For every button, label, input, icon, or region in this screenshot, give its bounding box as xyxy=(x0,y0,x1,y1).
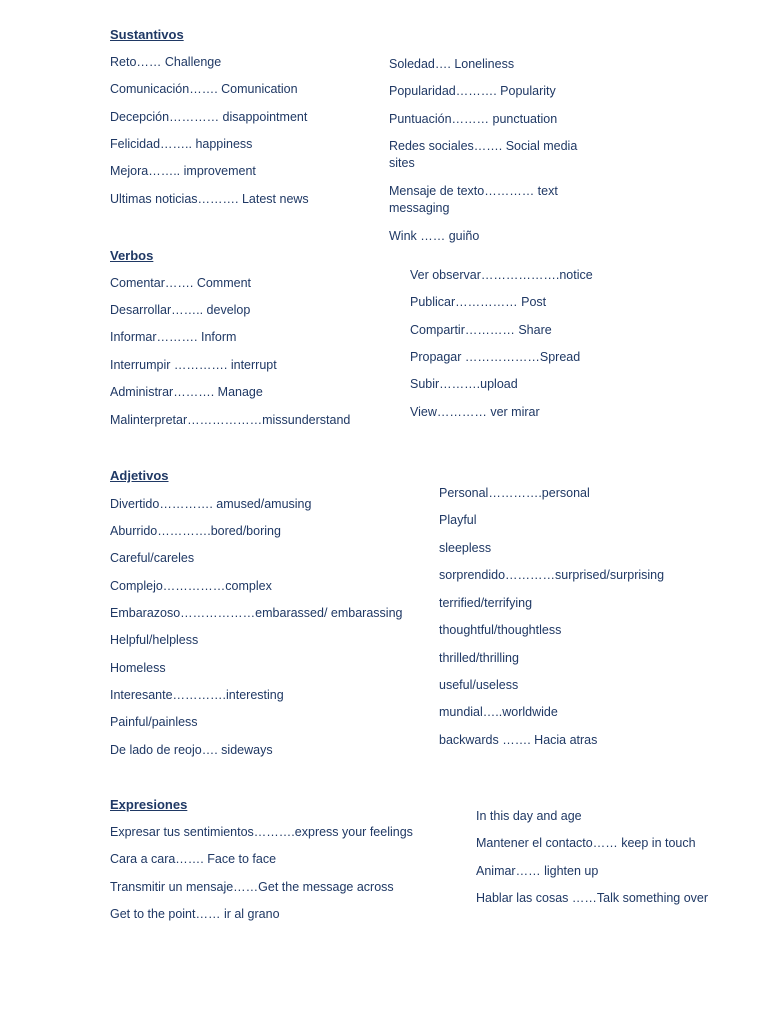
list-item: Felicidad…….. happiness xyxy=(110,137,253,151)
list-item: sleepless xyxy=(439,541,492,555)
list-item: Subir……….upload xyxy=(410,377,518,391)
list-item: Hablar las cosas ……Talk something over xyxy=(476,891,709,905)
list-item: Popularidad………. Popularity xyxy=(389,84,556,98)
list-item: Propagar ………………Spread xyxy=(410,350,581,364)
list-item: Redes sociales……. Social media sites xyxy=(389,139,578,170)
list-item: Mantener el contacto…… keep in touch xyxy=(476,836,696,850)
list-item: Administrar………. Manage xyxy=(110,385,263,399)
list-item: Painful/painless xyxy=(110,715,198,729)
list-item: Get to the point…… ir al grano xyxy=(110,907,280,921)
list-item: Reto…… Challenge xyxy=(110,55,222,69)
list-item: Soledad…. Loneliness xyxy=(389,57,515,71)
list-item: Wink …… guiño xyxy=(389,229,480,243)
list-item: In this day and age xyxy=(476,809,582,823)
list-item: Comentar……. Comment xyxy=(110,276,252,290)
list-item: thoughtful/thoughtless xyxy=(439,623,562,637)
list-item: Careful/careles xyxy=(110,551,195,565)
list-item: backwards ……. Hacia atras xyxy=(439,733,598,747)
list-item: Personal………….personal xyxy=(439,486,590,500)
list-item: Aburrido………….bored/boring xyxy=(110,524,281,538)
section-heading-sustantivos: Sustantivos xyxy=(110,27,184,42)
list-item: Interesante………….interesting xyxy=(110,688,284,702)
list-item: Ver observar……………….notice xyxy=(410,268,593,282)
list-item: sorprendido…………surprised/surprising xyxy=(439,568,665,582)
list-item: Cara a cara……. Face to face xyxy=(110,852,277,866)
list-item: Compartir………… Share xyxy=(410,323,552,337)
list-item: Mensaje de texto………… text messaging xyxy=(389,184,558,215)
list-item: Comunicación……. Comunication xyxy=(110,82,298,96)
list-item: Publicar…………… Post xyxy=(410,295,547,309)
list-item: Puntuación……… punctuation xyxy=(389,112,558,126)
list-item: Homeless xyxy=(110,661,166,675)
list-item: Desarrollar…….. develop xyxy=(110,303,251,317)
list-item: Malinterpretar………………missunderstand xyxy=(110,413,351,427)
list-item: thrilled/thrilling xyxy=(439,651,519,665)
list-item: Informar………. Inform xyxy=(110,330,237,344)
list-item: Divertido…………. amused/amusing xyxy=(110,497,312,511)
list-item: terrified/terrifying xyxy=(439,596,533,610)
section-heading-verbos: Verbos xyxy=(110,248,154,263)
list-item: Interrumpir …………. interrupt xyxy=(110,358,277,372)
list-item: Expresar tus sentimientos……….express your feelings xyxy=(110,825,413,839)
list-item: Playful xyxy=(439,513,477,527)
list-item: View………… ver mirar xyxy=(410,405,540,419)
list-item: Ultimas noticias………. Latest news xyxy=(110,192,309,206)
section-heading-expresiones: Expresiones xyxy=(110,797,188,812)
list-item: De lado de reojo…. sideways xyxy=(110,743,273,757)
list-item: Transmitir un mensaje……Get the message across xyxy=(110,880,394,894)
list-item: Animar…… lighten up xyxy=(476,864,599,878)
list-item: mundial…..worldwide xyxy=(439,705,558,719)
section-heading-adjetivos: Adjetivos xyxy=(110,468,169,483)
list-item: Embarazoso………………embarassed/ embarassing xyxy=(110,606,403,620)
list-item: Complejo……………complex xyxy=(110,579,272,593)
list-item: useful/useless xyxy=(439,678,519,692)
list-item: Decepción………… disappointment xyxy=(110,110,308,124)
list-item: Mejora…….. improvement xyxy=(110,164,256,178)
list-item: Helpful/helpless xyxy=(110,633,199,647)
